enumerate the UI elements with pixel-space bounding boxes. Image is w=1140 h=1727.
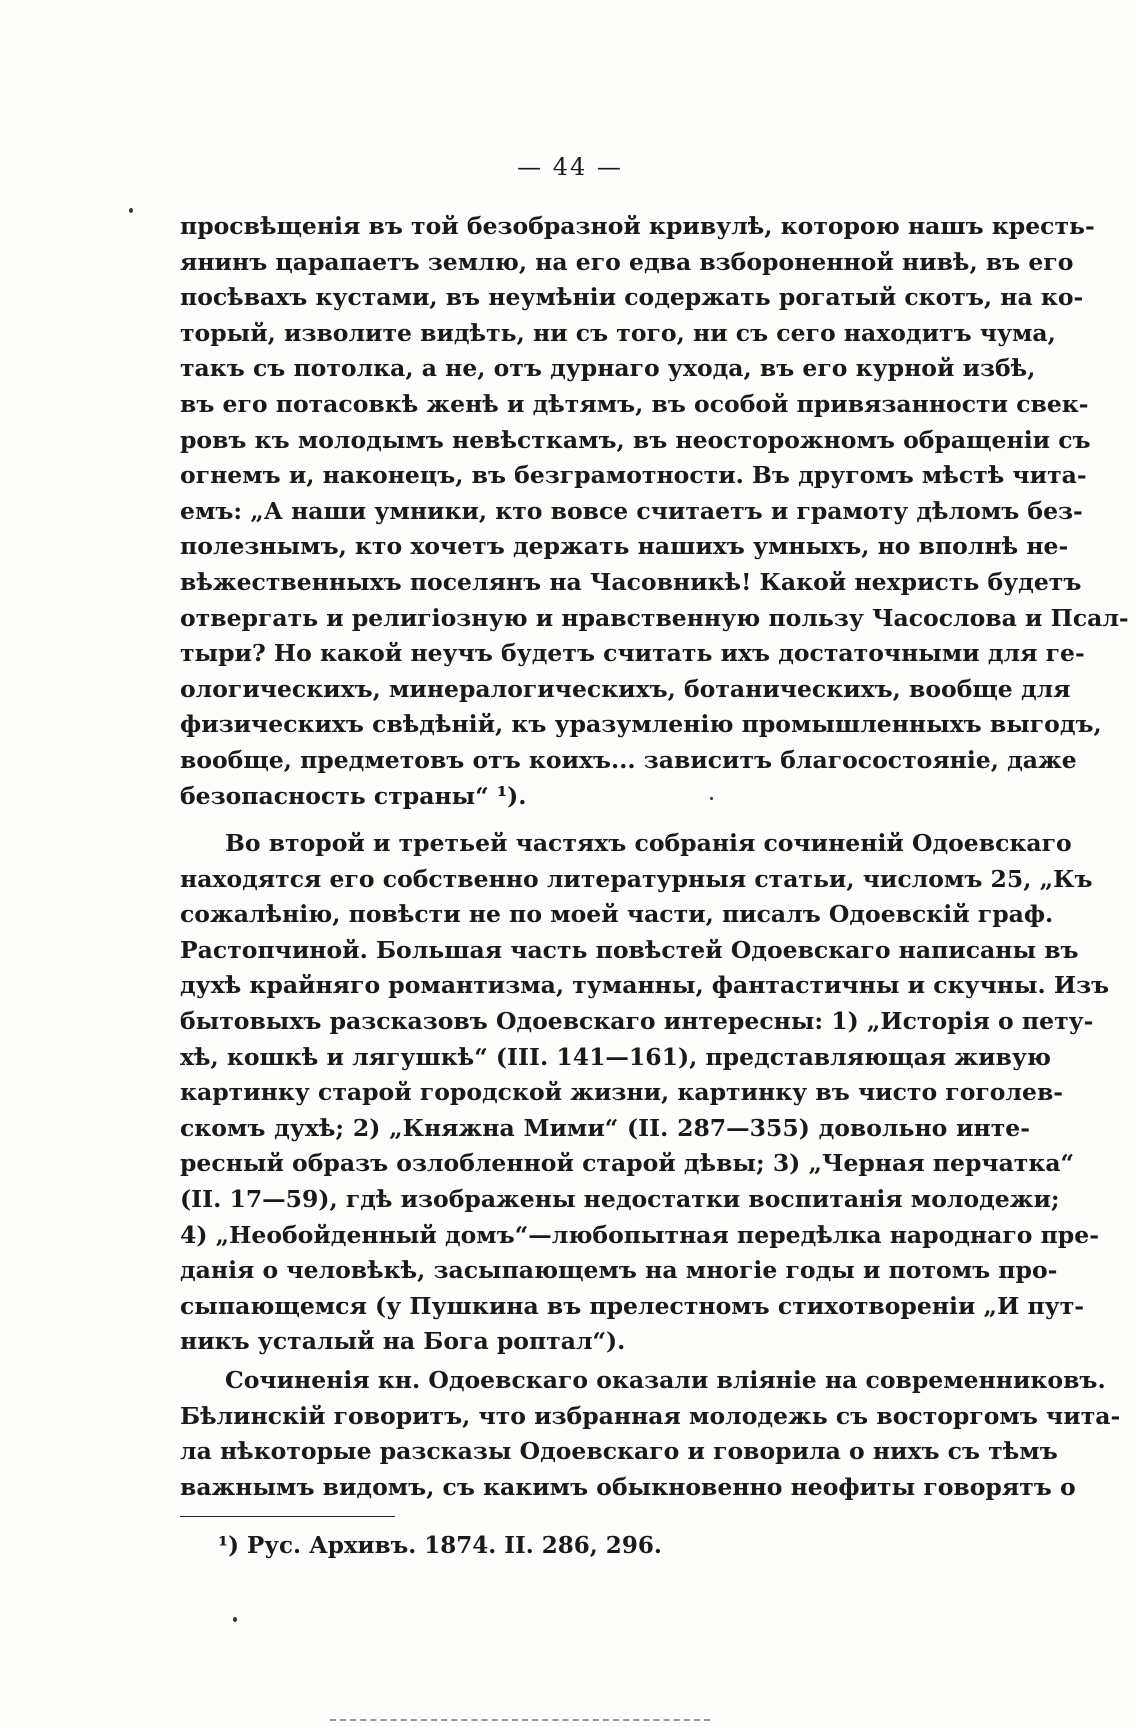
- text-line: духѣ крайняго романтизма, туманны, фантастичны и скучны. Изъ: [180, 971, 1110, 1000]
- text-line: емъ: „А наши умники, кто вовсе считаетъ и грамоту дѣломъ без-: [180, 496, 1083, 525]
- text-line: полезнымъ, кто хочетъ держать нашихъ умныхъ, но вполнѣ не-: [180, 532, 1069, 561]
- ink-speck: [233, 1617, 237, 1622]
- text-line: сожалѣнію, повѣсти не по моей части, писалъ Одоевскій граф.: [180, 900, 1054, 929]
- text-line: отвергать и религіозную и нравственную пользу Часослова и Псал-: [180, 603, 1129, 632]
- text-line: такъ съ потолка, а не, отъ дурнаго ухода, въ его курной избѣ,: [180, 354, 1036, 383]
- ink-speck: [710, 797, 713, 800]
- text-line: ресный образъ озлобленной старой дѣвы; 3) „Черная перчатка“: [180, 1149, 1075, 1178]
- text-line: картинку старой городской жизни, картинку въ чисто гоголев-: [180, 1078, 1064, 1107]
- text-line: вѣжественныхъ поселянъ на Часовникѣ! Какой нехристь будетъ: [180, 567, 1082, 596]
- text-line: находятся его собственно литературныя статьи, числомъ 25, „Къ: [180, 864, 1093, 893]
- text-line: просвѣщенія въ той безобразной кривулѣ, которою нашъ кресть-: [180, 212, 1095, 240]
- ink-speck: [129, 208, 133, 213]
- text-line: скомъ духѣ; 2) „Княжна Мими“ (II. 287—355) довольно инте-: [180, 1113, 1030, 1142]
- text-line: ровъ къ молодымъ невѣсткамъ, въ неосторожномъ обращеніи съ: [180, 425, 1091, 454]
- footnote: ¹) Рус. Архивъ. 1874. II. 286, 296.: [218, 1532, 662, 1559]
- text-line: ла нѣкоторые разсказы Одоевскаго и говорила о нихъ съ тѣмъ: [180, 1437, 1058, 1466]
- text-line: Сочиненія кн. Одоевскаго оказали вліяніе на современниковъ.: [225, 1366, 1106, 1394]
- text-line: физическихъ свѣдѣній, къ уразумленію промышленныхъ выгодъ,: [180, 710, 1102, 739]
- text-line: Растопчиной. Большая часть повѣстей Одоевскаго написаны въ: [180, 935, 1079, 964]
- text-line: тыри? Но какой неучъ будетъ считать ихъ достаточными для ге-: [180, 639, 1085, 668]
- text-line: (II. 17—59), гдѣ изображены недостатки воспитанія молодежи;: [180, 1184, 1060, 1213]
- text-line: 4) „Необойденный домъ“—любопытная передѣлка народнаго пре-: [180, 1220, 1099, 1249]
- text-line: Бѣлинскій говоритъ, что избранная молодежь съ восторгомъ чита-: [180, 1401, 1121, 1430]
- text-line: сыпающемся (у Пушкина въ прелестномъ стихотвореніи „И пут-: [180, 1291, 1085, 1320]
- page-edge-marks: [330, 1719, 710, 1725]
- text-line: вообще, предметовъ отъ коихъ... зависитъ благосостояніе, даже: [180, 745, 1077, 774]
- footnote-divider: [180, 1516, 395, 1517]
- text-line: янинъ царапаетъ землю, на его едва взбороненной нивѣ, въ его: [180, 247, 1074, 276]
- text-line: торый, изволите видѣть, ни съ того, ни съ сего находитъ чума,: [180, 318, 1056, 347]
- text-line: огнемъ и, наконецъ, въ безграмотности. Въ другомъ мѣстѣ чита-: [180, 461, 1087, 490]
- paragraph-3: [180, 1363, 1121, 1505]
- paragraph-1: [180, 209, 1129, 814]
- text-line: бытовыхъ разсказовъ Одоевскаго интересны: 1) „Исторія о пету-: [180, 1006, 1094, 1035]
- text-line: Во второй и третьей частяхъ собранія сочиненій Одоевскаго: [225, 829, 1072, 857]
- text-line: никъ усталый на Бога роптал“).: [180, 1327, 626, 1356]
- paragraph-2: [180, 826, 1110, 1360]
- text-line: ологическихъ, минералогическихъ, ботаническихъ, вообще для: [180, 674, 1071, 703]
- text-line: въ его потасовкѣ женѣ и дѣтямъ, въ особой привязанности свек-: [180, 389, 1089, 418]
- text-line: данія о человѣкѣ, засыпающемъ на многіе годы и потомъ про-: [180, 1256, 1058, 1285]
- text-line: посѣвахъ кустами, въ неумѣніи содержать рогатый скотъ, на ко-: [180, 283, 1084, 312]
- text-line: безопасность страны“ ¹).: [180, 781, 527, 810]
- text-line: хѣ, кошкѣ и лягушкѣ“ (III. 141—161), представляющая живую: [180, 1042, 1051, 1071]
- text-line: важнымъ видомъ, съ какимъ обыкновенно неофиты говорятъ о: [180, 1472, 1076, 1501]
- page-number: — 44 —: [517, 153, 623, 181]
